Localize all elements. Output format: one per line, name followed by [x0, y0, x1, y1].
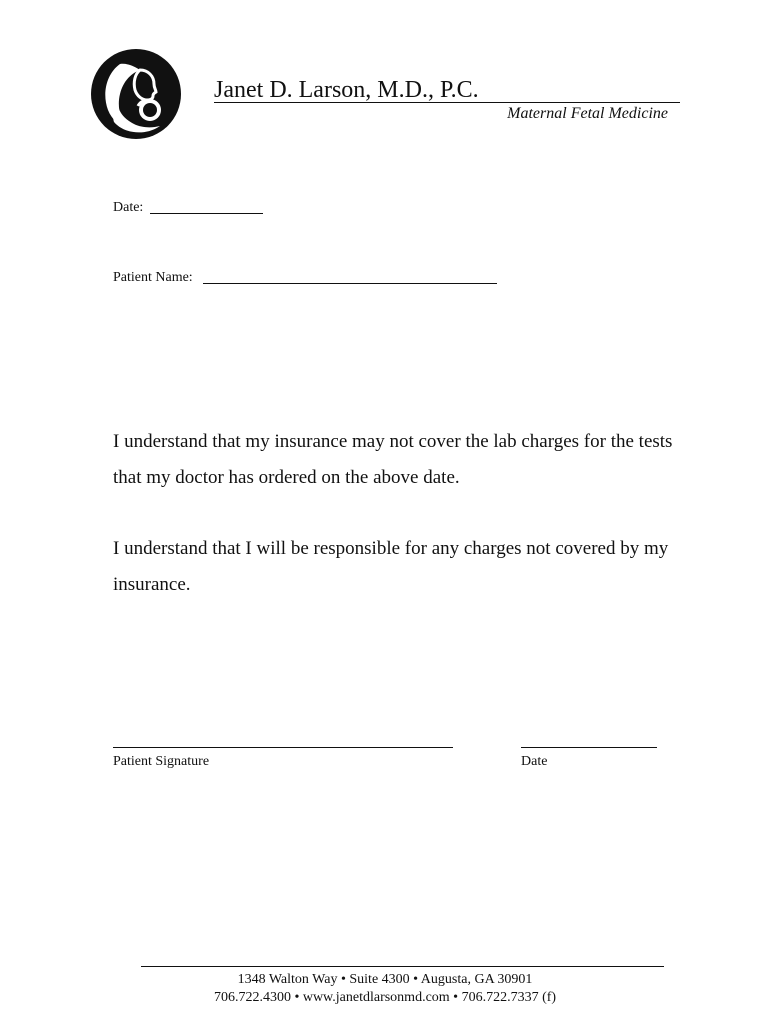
- insurance-statement-2: I understand that I will be responsible for any charges not covered by my insurance.: [113, 538, 669, 595]
- signature-date-label: Date: [521, 754, 548, 769]
- patient-signature-label: Patient Signature: [113, 754, 210, 769]
- insurance-statement-1: I understand that my insurance may not cover the lab charges for the tests that my doctor has ordered on the above date.: [113, 431, 673, 488]
- footer-contact: 706.722.4300 • www.janetdlarsonmd.com • 706.722.7337 (f): [213, 990, 557, 1005]
- mother-child-logo-icon: [90, 48, 182, 140]
- practice-specialty: Maternal Fetal Medicine: [507, 105, 668, 122]
- patient-name-fill-line[interactable]: [203, 283, 497, 284]
- date-field-label: Date:: [113, 200, 144, 215]
- practice-name: Janet D. Larson, M.D., P.C.: [214, 77, 479, 103]
- patient-signature-line[interactable]: [113, 747, 453, 748]
- footer-address: 1348 Walton Way • Suite 4300 • Augusta, GA 30901: [237, 972, 533, 987]
- patient-name-label: Patient Name:: [113, 270, 193, 285]
- date-fill-line[interactable]: [150, 213, 263, 214]
- signature-date-line[interactable]: [521, 747, 657, 748]
- footer-rule: [141, 966, 664, 967]
- header-rule: [214, 102, 680, 103]
